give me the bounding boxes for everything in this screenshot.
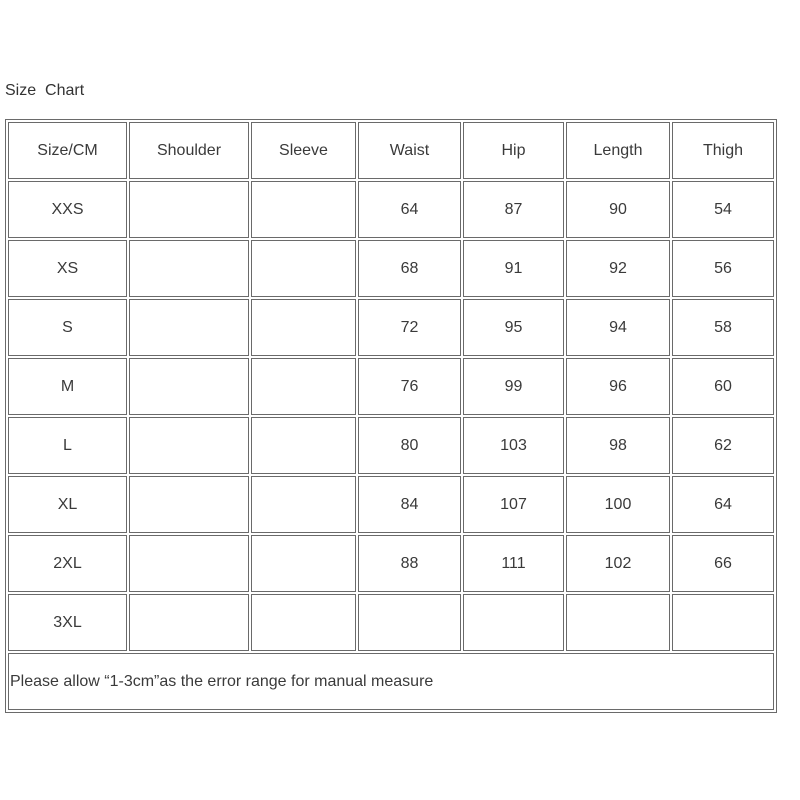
table-row — [8, 299, 774, 356]
cell-thigh: 56 — [672, 240, 774, 297]
cell-length: 98 — [566, 417, 670, 474]
header-shoulder: Shoulder — [129, 122, 249, 179]
note-row — [8, 653, 774, 710]
table-row — [8, 417, 774, 474]
cell-waist: 72 — [358, 299, 461, 356]
cell-waist: 84 — [358, 476, 461, 533]
cell-shoulder — [129, 476, 249, 533]
cell-shoulder — [129, 594, 249, 651]
cell-shoulder — [129, 535, 249, 592]
cell-thigh: 66 — [672, 535, 774, 592]
cell-waist — [358, 594, 461, 651]
table-row — [8, 240, 774, 297]
cell-thigh: 64 — [672, 476, 774, 533]
cell-hip — [463, 594, 564, 651]
cell-shoulder — [129, 417, 249, 474]
cell-size: M — [8, 358, 127, 415]
cell-sleeve — [251, 240, 356, 297]
cell-hip: 91 — [463, 240, 564, 297]
cell-size: 3XL — [8, 594, 127, 651]
cell-thigh: 54 — [672, 181, 774, 238]
cell-hip: 99 — [463, 358, 564, 415]
table-row — [8, 476, 774, 533]
cell-waist: 76 — [358, 358, 461, 415]
cell-hip: 95 — [463, 299, 564, 356]
cell-waist: 64 — [358, 181, 461, 238]
table-header-row — [8, 122, 774, 179]
cell-length: 90 — [566, 181, 670, 238]
header-sleeve: Sleeve — [251, 122, 356, 179]
cell-size: XXS — [8, 181, 127, 238]
table-row — [8, 358, 774, 415]
size-chart-table — [5, 119, 777, 713]
cell-length: 100 — [566, 476, 670, 533]
cell-size: 2XL — [8, 535, 127, 592]
header-thigh: Thigh — [672, 122, 774, 179]
cell-thigh — [672, 594, 774, 651]
cell-sleeve — [251, 417, 356, 474]
cell-hip: 107 — [463, 476, 564, 533]
cell-hip: 87 — [463, 181, 564, 238]
cell-size: S — [8, 299, 127, 356]
header-hip: Hip — [463, 122, 564, 179]
cell-length: 92 — [566, 240, 670, 297]
cell-sleeve — [251, 535, 356, 592]
cell-sleeve — [251, 181, 356, 238]
cell-waist: 88 — [358, 535, 461, 592]
cell-length — [566, 594, 670, 651]
cell-thigh: 58 — [672, 299, 774, 356]
cell-shoulder — [129, 358, 249, 415]
cell-length: 94 — [566, 299, 670, 356]
cell-sleeve — [251, 358, 356, 415]
header-size: Size/CM — [8, 122, 127, 179]
cell-waist: 68 — [358, 240, 461, 297]
table-row — [8, 181, 774, 238]
table-row — [8, 535, 774, 592]
cell-size: XS — [8, 240, 127, 297]
page-title: Size Chart — [5, 82, 85, 99]
cell-sleeve — [251, 299, 356, 356]
cell-size: L — [8, 417, 127, 474]
cell-length: 102 — [566, 535, 670, 592]
cell-size: XL — [8, 476, 127, 533]
cell-waist: 80 — [358, 417, 461, 474]
cell-thigh: 60 — [672, 358, 774, 415]
table-row — [8, 594, 774, 651]
cell-shoulder — [129, 240, 249, 297]
header-waist: Waist — [358, 122, 461, 179]
cell-shoulder — [129, 299, 249, 356]
cell-sleeve — [251, 594, 356, 651]
cell-hip: 111 — [463, 535, 564, 592]
cell-thigh: 62 — [672, 417, 774, 474]
cell-hip: 103 — [463, 417, 564, 474]
header-length: Length — [566, 122, 670, 179]
cell-shoulder — [129, 181, 249, 238]
cell-length: 96 — [566, 358, 670, 415]
measurement-note: Please allow “1-3cm”as the error range for manual measure — [8, 653, 774, 710]
cell-sleeve — [251, 476, 356, 533]
